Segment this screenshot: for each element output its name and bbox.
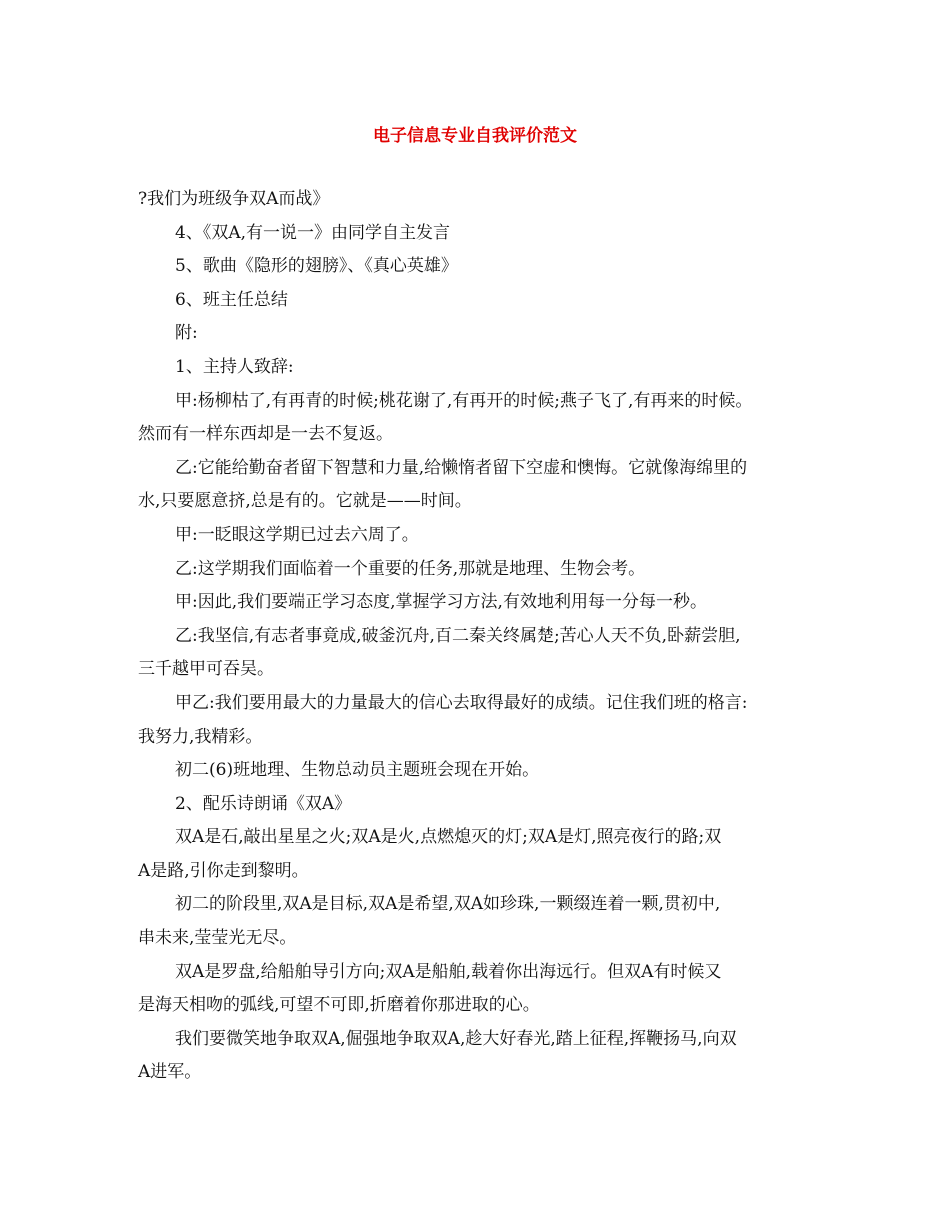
body-line: 6、班主任总结 <box>175 289 288 310</box>
body-line: 我们要微笑地争取双A,倔强地争取双A,趁大好春光,踏上征程,挥鞭扬马,向双 <box>175 1028 737 1049</box>
body-line: 是海天相吻的弧线,可望不可即,折磨着你那进取的心。 <box>138 995 540 1016</box>
body-line: 乙:这学期我们面临着一个重要的任务,那就是地理、生物会考。 <box>175 558 646 579</box>
body-line: 我努力,我精彩。 <box>138 726 263 747</box>
body-line: 甲乙:我们要用最大的力量最大的信心去取得最好的成绩。记住我们班的格言: <box>175 692 748 713</box>
body-line: 串未来,莹莹光无尽。 <box>138 928 297 949</box>
body-line: 双A是罗盘,给船舶导引方向;双A是船舶,载着你出海远行。但双A有时候又 <box>175 961 722 982</box>
document-title: 电子信息专业自我评价范文 <box>373 126 577 146</box>
document-body <box>138 183 818 1090</box>
body-line: A是路,引你走到黎明。 <box>138 860 309 881</box>
body-line: 然而有一样东西却是一去不复返。 <box>138 424 393 445</box>
body-line: 附: <box>175 323 198 344</box>
body-line: 甲:因此,我们要端正学习态度,掌握学习方法,有效地利用每一分每一秒。 <box>175 592 707 613</box>
body-line: 甲:杨柳枯了,有再青的时候;桃花谢了,有再开的时候;燕子飞了,有再来的时候。 <box>175 390 753 411</box>
body-line: A进军。 <box>138 1062 202 1083</box>
body-line: 甲:一眨眼这学期已过去六周了。 <box>175 524 419 545</box>
body-line: 乙:我坚信,有志者事竟成,破釜沉舟,百二秦关终属楚;苦心人天不负,卧薪尝胆, <box>175 625 741 646</box>
body-line: 乙:它能给勤奋者留下智慧和力量,给懒惰者留下空虚和懊悔。它就像海绵里的 <box>175 457 748 478</box>
body-line: 初二(6)班地理、生物总动员主题班会现在开始。 <box>175 760 540 781</box>
body-line: ?我们为班级争双A而战》 <box>138 189 330 209</box>
body-line: 2、配乐诗朗诵《双A》 <box>175 793 352 814</box>
body-line: 双A是石,敲出星星之火;双A是火,点燃熄灭的灯;双A是灯,照亮夜行的路;双 <box>175 827 722 848</box>
body-line: 1、主持人致辞: <box>175 356 294 377</box>
body-line: 三千越甲可吞吴。 <box>138 659 274 680</box>
body-line: 初二的阶段里,双A是目标,双A是希望,双A如珍珠,一颗缀连着一颗,贯初中, <box>175 894 721 915</box>
body-line: 水,只要愿意挤,总是有的。它就是——时间。 <box>138 491 472 512</box>
body-line: 5、歌曲《隐形的翅膀》、《真心英雄》 <box>175 256 458 277</box>
body-line: 4、《双A,有一说一》由同学自主发言 <box>175 222 450 243</box>
